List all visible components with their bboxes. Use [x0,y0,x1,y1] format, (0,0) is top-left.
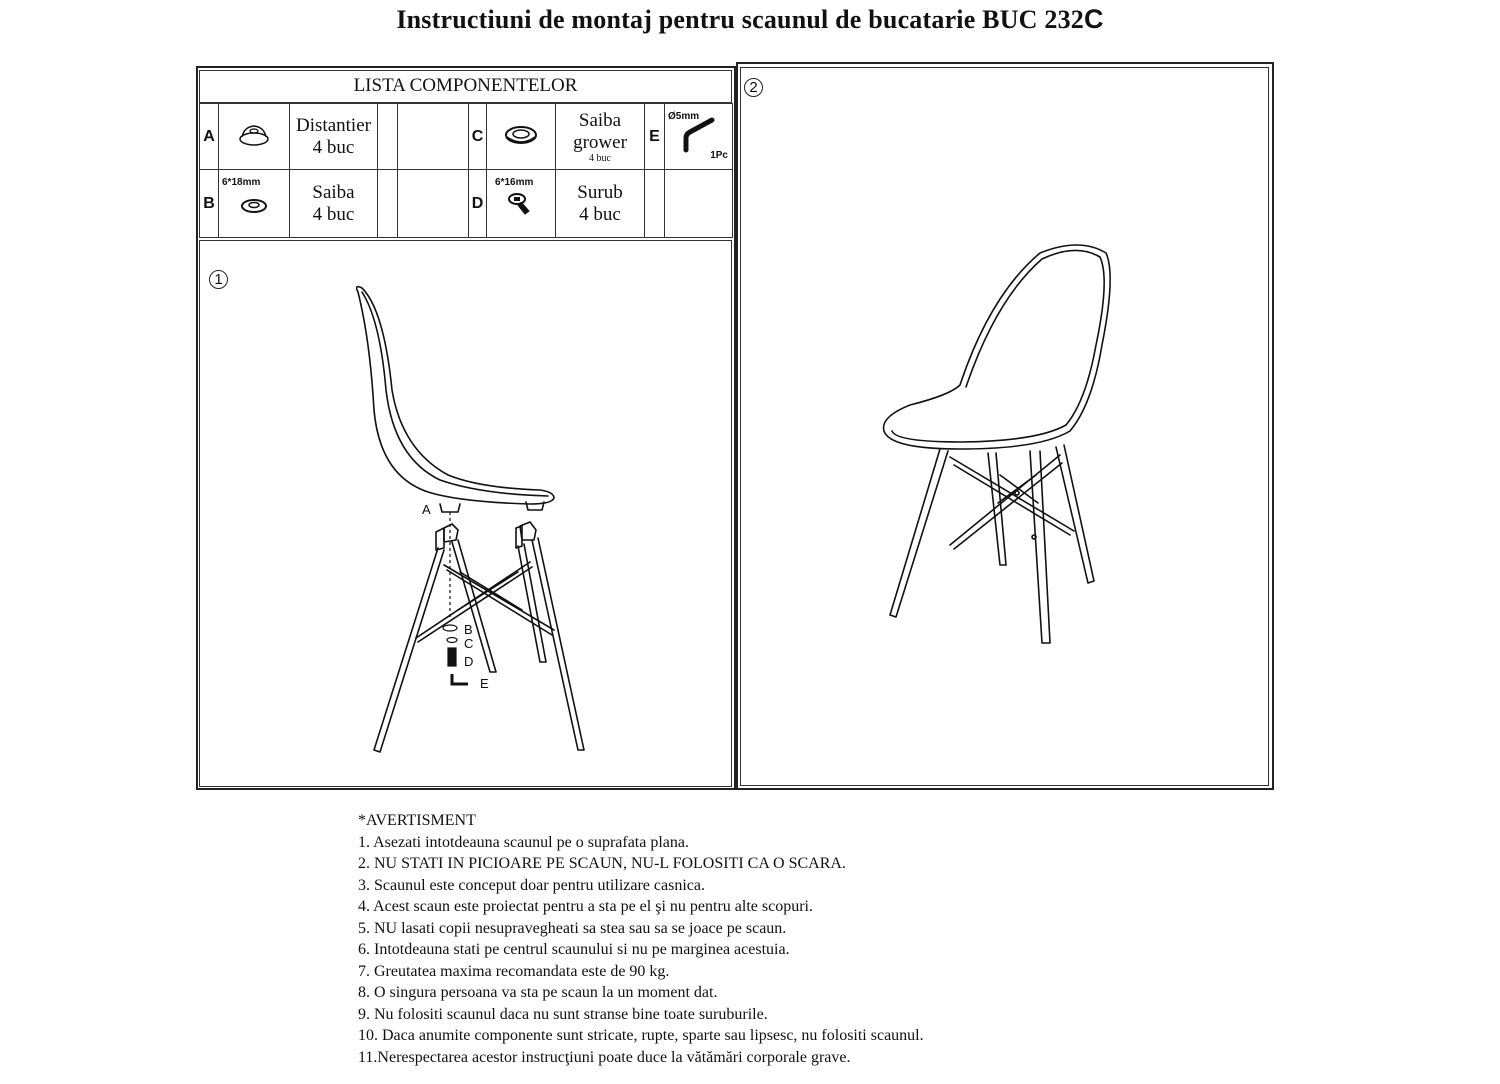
warning-item: 8. O singura persoana va sta pe scaun la un moment dat. [358,984,718,1001]
components-table [199,103,733,238]
component-b-image: 6*18mm [219,170,290,238]
warning-section [358,810,924,1068]
component-blank-2 [398,170,469,238]
component-c-image [487,104,556,170]
component-blank-3 [665,170,733,238]
warning-item: 4. Acest scaun este proiectat pentru a sta pe el şi nu pentru alte scopuri. [358,898,813,915]
warning-item: 2. NU STATI IN PICIOARE PE SCAUN, NU-L FOLOSITI CA O SCARA. [358,855,846,872]
components-header: LISTA COMPONENTELOR [199,70,732,103]
component-d-spare [645,170,665,238]
warning-item: 9. Nu folositi scaunul daca nu sunt stranse bine toate suruburile. [358,1005,768,1023]
step2-illustration [870,235,1160,655]
step2-number: 2 [744,78,763,97]
component-e-letter: E [645,104,665,170]
warning-item: 10. Daca anumite componente sunt stricate, rupte, sparte sau lipsesc, nu folositi scaunul. [358,1027,924,1044]
component-c-desc: Saiba grower 4 buc [556,104,645,170]
component-c-letter: C [469,104,487,170]
warning-item: 5. NU lasati copii nesupravegheati sa stea sau sa se joace pe scaun. [358,919,787,937]
warning-item: 6. Intotdeauna stati pe centrul scaunului si nu pe marginea acestuia. [358,941,790,958]
warning-item: 11.Nerespectarea acestor instrucţiuni poate duce la vătămări corporale grave. [358,1048,851,1066]
step1-label-c: C [464,636,474,651]
title-suffix: C [1083,4,1104,34]
warning-list [358,832,924,1069]
step1-label-e: E [480,676,489,691]
component-d-image: 6*16mm [487,170,556,238]
warning-heading: *AVERTISMENT [358,812,476,829]
warning-item: 1. Asezati intotdeauna scaunul pe o suprafata plana. [358,833,689,851]
component-d-desc: Surub 4 buc [556,170,645,238]
step1-label-a: A [422,502,431,517]
component-a-image [219,104,290,170]
component-a-spare [378,104,398,170]
warning-item: 3. Scaunul este conceput doar pentru utilizare casnica. [358,876,705,894]
spacer-icon [234,119,274,149]
component-a-desc: Distantier 4 buc [290,104,378,170]
title-main: Instructiuni de montaj pentru scaunul de bucatarie BUC 232 [396,5,1084,34]
step1-number: 1 [209,270,228,289]
component-b-letter: B [200,170,219,238]
component-d-letter: D [469,170,487,238]
spring-washer-icon [501,119,541,149]
component-b-spare [378,170,398,238]
document-title [0,4,1500,35]
step1-label-d: D [464,654,474,669]
step1-label-b: B [464,622,473,637]
component-b-desc: Saiba 4 buc [290,170,378,238]
component-e-image: Ø5mm 1Pc [665,104,733,170]
component-a-letter: A [200,104,219,170]
step1-illustration [340,280,660,760]
component-blank-1 [398,104,469,170]
washer-icon [236,192,272,218]
warning-item: 7. Greutatea maxima recomandata este de 90 kg. [358,962,670,980]
